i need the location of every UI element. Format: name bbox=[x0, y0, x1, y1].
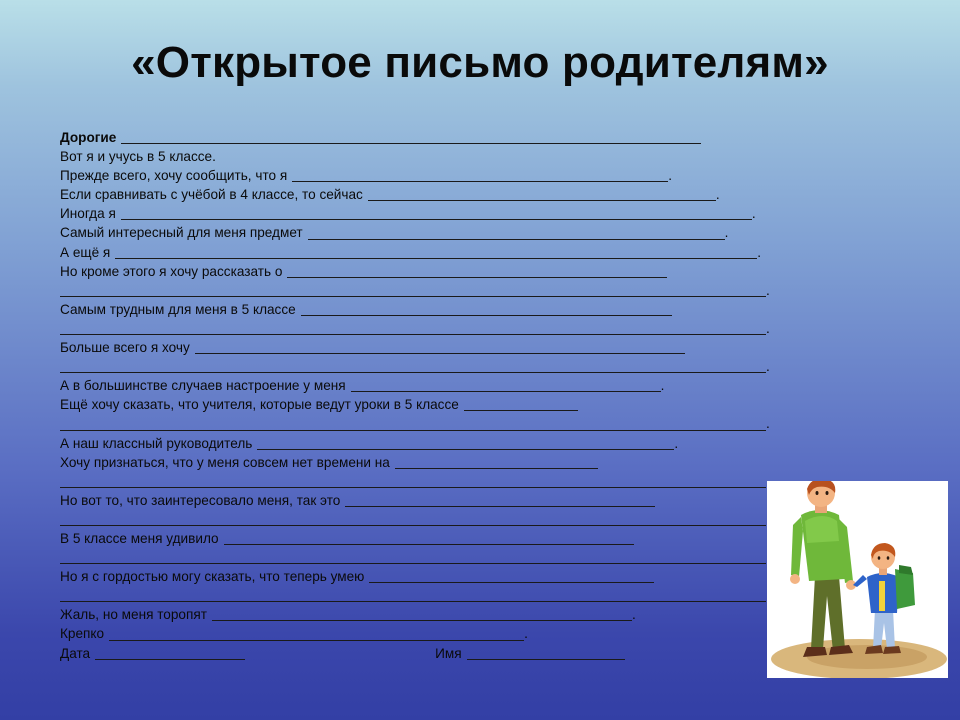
form-line bbox=[60, 243, 800, 262]
line-period: . bbox=[668, 168, 672, 184]
form-line bbox=[60, 624, 800, 643]
line-label: Самым трудным для меня в 5 классе bbox=[60, 301, 296, 317]
line-label: Жаль, но меня торопят bbox=[60, 607, 207, 623]
form-line bbox=[60, 605, 800, 624]
line-period: . bbox=[766, 416, 770, 432]
letter-form bbox=[60, 128, 800, 663]
form-line bbox=[60, 491, 800, 510]
blank-field[interactable] bbox=[351, 378, 661, 392]
blank-field[interactable] bbox=[60, 359, 766, 373]
blank-field[interactable] bbox=[292, 168, 668, 182]
form-line bbox=[60, 395, 800, 414]
line-label: А ещё я bbox=[60, 244, 111, 260]
form-line bbox=[60, 453, 800, 472]
line-label: А в большинстве случаев настроение у меня bbox=[60, 378, 346, 394]
blank-field[interactable] bbox=[60, 550, 766, 564]
blank-field[interactable] bbox=[287, 264, 667, 278]
name-label: Имя bbox=[435, 645, 462, 661]
blank-field[interactable] bbox=[195, 340, 685, 354]
date-field[interactable] bbox=[95, 646, 245, 660]
form-line bbox=[60, 567, 800, 586]
date-label: Дата bbox=[60, 645, 91, 661]
blank-field[interactable] bbox=[121, 130, 701, 144]
father-and-son-picture bbox=[767, 481, 948, 678]
form-line bbox=[60, 548, 800, 567]
blank-field[interactable] bbox=[60, 417, 766, 431]
blank-field[interactable] bbox=[395, 455, 598, 469]
line-label: Ещё хочу сказать, что учителя, которые ведут уроки в 5 классе bbox=[60, 397, 459, 413]
line-label: Но я с гордостью могу сказать, что теперь умею bbox=[60, 569, 365, 585]
blank-field[interactable] bbox=[257, 436, 674, 450]
form-line bbox=[60, 510, 800, 529]
blank-field[interactable] bbox=[121, 206, 752, 220]
form-line bbox=[60, 414, 800, 433]
line-period: . bbox=[724, 225, 729, 241]
form-line bbox=[60, 376, 800, 395]
line-period: . bbox=[660, 378, 665, 394]
blank-field[interactable] bbox=[369, 569, 654, 583]
line-period: . bbox=[674, 435, 679, 451]
line-label: Больше всего я хочу bbox=[60, 340, 190, 356]
line-period: . bbox=[757, 244, 762, 260]
form-line bbox=[60, 338, 800, 357]
blank-field[interactable] bbox=[301, 302, 672, 316]
line-label: Дорогие bbox=[60, 130, 117, 145]
name-field[interactable] bbox=[467, 646, 625, 660]
blank-field[interactable] bbox=[212, 607, 632, 621]
form-line bbox=[60, 128, 800, 147]
line-period: . bbox=[631, 607, 636, 623]
form-line bbox=[60, 204, 800, 223]
form-line bbox=[60, 281, 800, 300]
form-line bbox=[60, 223, 800, 242]
blank-field[interactable] bbox=[60, 512, 766, 526]
blank-field[interactable] bbox=[115, 245, 757, 259]
line-label: В 5 классе меня удивило bbox=[60, 530, 219, 546]
line-period: . bbox=[766, 282, 770, 298]
form-line bbox=[60, 300, 800, 319]
form-line bbox=[60, 357, 800, 376]
blank-field[interactable] bbox=[464, 397, 578, 411]
line-period: . bbox=[766, 320, 770, 336]
line-label: Прежде всего, хочу сообщить, что я bbox=[60, 168, 288, 184]
line-label: Вот я и учусь в 5 классе. bbox=[60, 149, 216, 165]
form-line bbox=[60, 147, 800, 166]
blank-field[interactable] bbox=[60, 321, 766, 335]
line-label: Но кроме этого я хочу рассказать о bbox=[60, 263, 283, 279]
father-and-son-icon bbox=[767, 481, 948, 678]
blank-field[interactable] bbox=[345, 493, 655, 507]
line-period: . bbox=[766, 359, 770, 375]
line-label: Хочу признаться, что у меня совсем нет времени на bbox=[60, 454, 390, 470]
signature-line bbox=[60, 644, 800, 663]
form-line bbox=[60, 185, 800, 204]
blank-field[interactable] bbox=[109, 627, 524, 641]
form-line bbox=[60, 472, 800, 491]
line-label: Иногда я bbox=[60, 206, 116, 222]
blank-field[interactable] bbox=[60, 588, 766, 602]
blank-field[interactable] bbox=[224, 531, 634, 545]
line-label: Самый интересный для меня предмет bbox=[60, 225, 303, 241]
line-label: Если сравнивать с учёбой в 4 классе, то сейчас bbox=[60, 187, 363, 203]
line-label: Крепко bbox=[60, 626, 105, 642]
form-line bbox=[60, 434, 800, 453]
line-period: . bbox=[524, 626, 528, 642]
page-title: «Открытое письмо родителям» bbox=[131, 38, 829, 87]
line-period: . bbox=[751, 206, 756, 222]
line-label: А наш классный руководитель bbox=[60, 435, 253, 451]
blank-field[interactable] bbox=[60, 474, 766, 488]
blank-field[interactable] bbox=[60, 283, 766, 297]
form-line bbox=[60, 262, 800, 281]
form-line bbox=[60, 319, 800, 338]
line-label: Но вот то, что заинтересовало меня, так это bbox=[60, 492, 341, 508]
blank-field[interactable] bbox=[308, 226, 725, 240]
form-line bbox=[60, 529, 800, 548]
line-period: . bbox=[715, 187, 720, 203]
form-line bbox=[60, 166, 800, 185]
blank-field[interactable] bbox=[368, 187, 716, 201]
form-line bbox=[60, 586, 800, 605]
